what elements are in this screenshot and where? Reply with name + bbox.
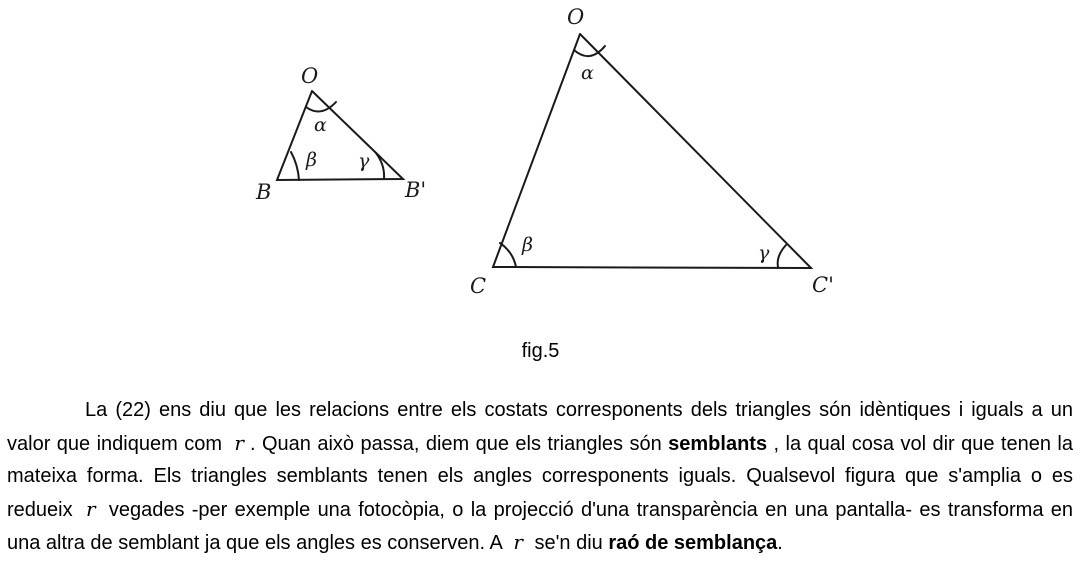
paragraph-text-3: , la qual cosa vol dir que tenen la mateixa forma. Els triangles semblants tenen els angles corresponents iguals. Qualsevol figura que s'amplia o es redueix	[7, 432, 1073, 521]
ratio-symbol: r	[85, 496, 96, 521]
figure-caption: fig.5	[521, 340, 560, 362]
term-semblants: semblants	[668, 432, 768, 455]
small-angle-gamma-label: γ	[358, 150, 370, 172]
large-vertex-c-label: C	[470, 274, 487, 298]
large-angle-beta-arc	[500, 243, 516, 267]
ratio-symbol: r	[513, 530, 523, 555]
body-paragraph	[7, 394, 1073, 560]
large-angle-alpha-label: α	[581, 62, 594, 84]
ratio-symbol: r	[234, 430, 244, 455]
large-angle-beta-label: β	[522, 234, 533, 256]
small-triangle	[277, 91, 403, 180]
paragraph-text-4: vegades -per exemple una fotocòpia, o la projecció d'una transparència en una pantalla- es transforma en una altra de semblant ja que els angles es conserven. A	[7, 498, 1074, 555]
paragraph-text-6: .	[777, 532, 783, 555]
paragraph-text-1: La (22) ens diu que les relacions entre els costats corresponents dels triangles són idèntiques i iguals a un valor que indiquem com	[7, 399, 1073, 455]
small-angle-alpha-label: α	[314, 114, 327, 136]
small-angle-beta-arc	[291, 152, 299, 180]
term-rao-de-semblanca: raó de semblança	[608, 532, 778, 555]
large-triangle-sides	[493, 34, 811, 268]
large-angle-gamma-label: γ	[758, 242, 770, 264]
large-triangle	[493, 34, 811, 268]
small-vertex-o-label: O	[301, 64, 319, 88]
large-vertex-o-label: O	[567, 5, 585, 29]
paragraph-text-5: se'n diu	[534, 532, 603, 555]
large-angle-gamma-arc	[778, 245, 786, 267]
small-vertex-b-label: B	[256, 180, 272, 204]
small-angle-beta-label: β	[306, 149, 317, 171]
small-vertex-b-prime-label: B'	[405, 178, 427, 202]
paragraph-text-2: . Quan això passa, diem que els triangles són	[249, 432, 662, 455]
large-vertex-c-prime-label: C'	[812, 273, 834, 297]
